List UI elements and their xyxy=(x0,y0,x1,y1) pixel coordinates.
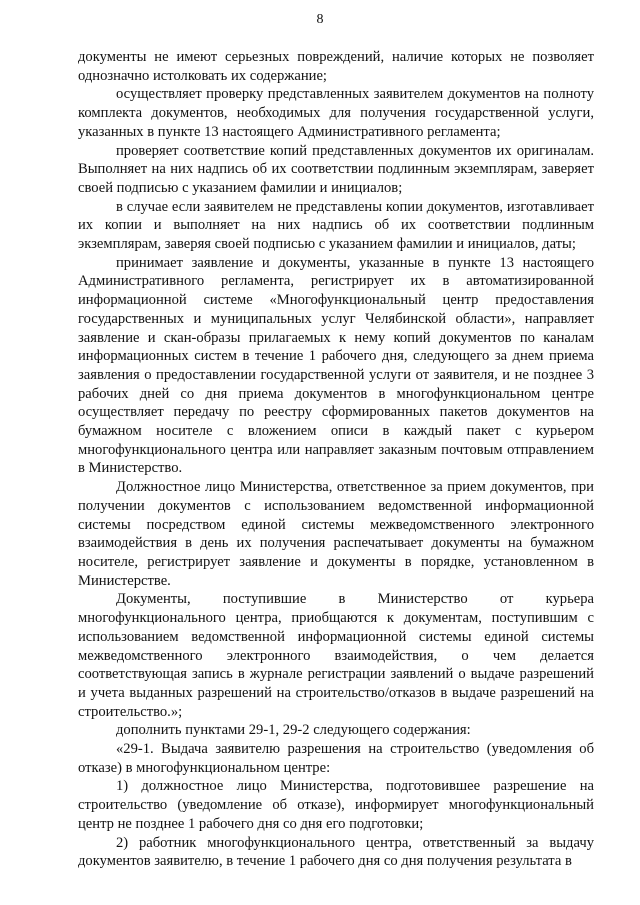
paragraph: 1) должностное лицо Министерства, подготовившее разрешение на строительство (уведомление об отказе), информирует многофункциональный центр не позднее 1 рабочего дня со дня его подготовки; xyxy=(78,778,594,832)
document-body xyxy=(78,48,594,871)
paragraph: принимает заявление и документы, указанные в пункте 13 настоящего Административного регламента, регистрирует их в автоматизированной информационной системе «Многофункциональный центр предоставления государственных и муниципальных услуг Челябинской области», направляет заявление и скан-образы прилагаемых к нему копий документов по каналам информационных систем в течение 1 рабочего дня, следующего за днем приема заявления о предоставлении государственной услуги от заявителя, и не позднее 3 рабочих дней со дня приема документов в многофункциональном центре осуществляет передачу по реестру сформированных пакетов документов на бумажном носителе с вложением описи в каждый пакет с курьером многофункционального центра или направляет заказным почтовым отправлением в Министерство. xyxy=(78,254,594,477)
paragraph: проверяет соответствие копий представленных документов их оригиналам. Выполняет на них надпись об их соответствии подлинным экземплярам, заверяет своей подписью с указанием фамилии и инициалов; xyxy=(78,142,594,196)
paragraph: дополнить пунктами 29-1, 29-2 следующего содержания: xyxy=(116,722,471,739)
paragraph: «29-1. Выдача заявителю разрешения на строительство (уведомления об отказе) в многофункциональном центре: xyxy=(78,741,594,776)
page-number: 8 xyxy=(316,12,324,27)
paragraph: документы не имеют серьезных повреждений, наличие которых не позволяет однозначно истолковать их содержание; xyxy=(78,49,594,84)
paragraph: Должностное лицо Министерства, ответственное за прием документов, при получении документов с использованием ведомственной информационной системы посредством единой системы межведомственного электронного взаимодействия в день их получения распечатывает документы на бумажном носителе, регистрирует заявление и документы в порядке, установленном в Министерстве. xyxy=(78,479,594,589)
paragraph: в случае если заявителем не представлены копии документов, изготавливает их копии и выполняет на них надпись об их соответствии подлинным экземплярам, заверяя своей подписью с указанием фамилии и инициалов, даты; xyxy=(78,198,594,253)
paragraph: 2) работник многофункционального центра, ответственный за выдачу документов заявителю, в течение 1 рабочего дня со дня получения результата в xyxy=(78,834,594,870)
paragraph: осуществляет проверку представленных заявителем документов на полноту комплекта документов, необходимых для получения государственной услуги, указанных в пункте 13 настоящего Административного регламента; xyxy=(78,86,594,140)
paragraph: Документы, поступившие в Министерство от курьера многофункционального центра, приобщаются к документам, поступившим с использованием ведомственной информационной системы единой системы межведомственного электронного взаимодействия, о чем делается соответствующая запись в журнале регистрации заявлений о выдаче разрешений и учета выданных разрешений на строительство/отказов в выдаче разрешений на строительство.»; xyxy=(78,591,594,720)
